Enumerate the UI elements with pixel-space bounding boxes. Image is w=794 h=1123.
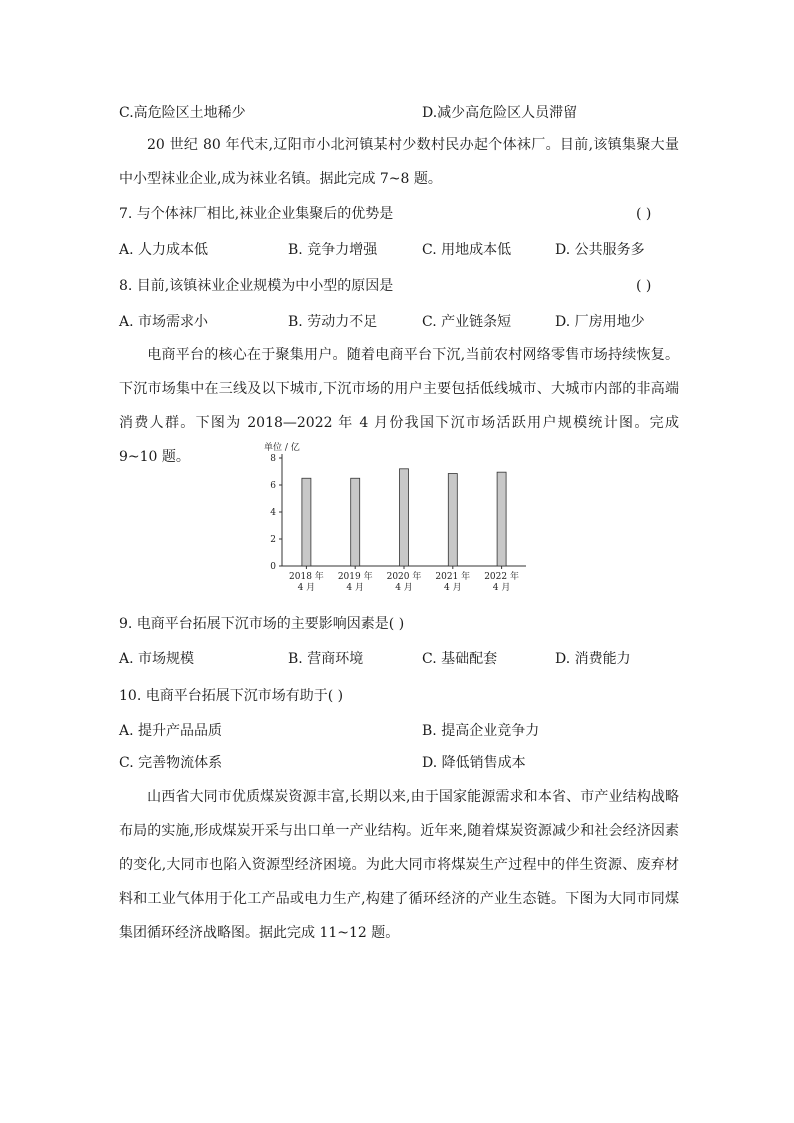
q9-option-b: B. 营商环境: [288, 651, 364, 667]
active-users-bar-chart: [256, 438, 536, 598]
chart-bar: [302, 478, 311, 566]
chart-bar: [351, 478, 360, 566]
q7-option-b: B. 竞争力增强: [288, 242, 378, 258]
q10-option-a: A. 提升产品品质: [119, 723, 223, 739]
passage-sock-industry-text: 20 世纪 80 年代末,辽阳市小北河镇某村少数村民办起个体袜厂。目前,该镇集聚大量中小型袜业企业,成为袜业名镇。据此完成 7~8 题。: [119, 137, 679, 187]
passage-datong-coal-text: 山西省大同市优质煤炭资源丰富,长期以来,由于国家能源需求和本省、市产业结构战略布局的实施,形成煤炭开采与出口单一产业结构。近年来,随着煤炭资源减少和社会经济因素的变化,大同市也陷入资源型经济困境。为此大同市将煤炭生产过程中的伴生资源、废弃材料和工业气体用于化工产品或电力生产,构建了循环经济的产业生态链。下图为大同市同煤集团循环经济战略图。据此完成 11~12 题。: [119, 789, 679, 941]
q8-option-b: B. 劳动力不足: [288, 314, 378, 330]
chart-x-tick-label: 4 月: [395, 583, 413, 593]
q8-option-d: D. 厂房用地少: [555, 314, 645, 330]
chart-x-tick-label: 2018 年: [289, 572, 324, 582]
question-9: 9. 电商平台拓展下沉市场的主要影响因素是( ): [119, 616, 405, 632]
question-8: 8. 目前,该镇袜业企业规模为中小型的原因是: [119, 278, 394, 294]
chart-x-tick-label: 2019 年: [337, 572, 373, 582]
chart-x-tick-label: 4 月: [297, 583, 316, 593]
q9-option-d: D. 消费能力: [555, 651, 631, 667]
chart-x-tick-label: 2021 年: [435, 572, 471, 582]
passage-sock-industry: [119, 128, 679, 196]
q8-option-a: A. 市场需求小: [119, 314, 209, 330]
chart-plot-area: [270, 454, 526, 593]
question-8-answer-blank: ( ): [636, 278, 652, 294]
question-7-answer-blank: ( ): [636, 206, 652, 222]
chart-y-tick-label: 4: [270, 508, 276, 518]
chart-bar: [400, 469, 409, 566]
chart-y-tick-label: 2: [270, 535, 276, 545]
q6-option-d: D.减少高危险区人员滞留: [422, 105, 578, 121]
q6-option-c: C.高危险区土地稀少: [119, 105, 246, 121]
question-10: 10. 电商平台拓展下沉市场有助于( ): [119, 688, 344, 704]
chart-x-tick-label: 2020 年: [386, 572, 422, 582]
q10-option-d: D. 降低销售成本: [422, 755, 526, 771]
passage-ecommerce-text: 电商平台的核心在于聚集用户。随着电商平台下沉,当前农村网络零售市场持续恢复。下沉市场集中在三线及以下城市,下沉市场的用户主要包括低线城市、大城市内部的非高端消费人群。下图为 2018—2022 年 4 月份我国下沉市场活跃用户规模统计图。完成 9~10 题。: [119, 347, 679, 465]
q7-option-a: A. 人力成本低: [119, 242, 209, 258]
q9-option-c: C. 基础配套: [422, 651, 498, 667]
q10-option-c: C. 完善物流体系: [119, 755, 223, 771]
q9-option-a: A. 市场规模: [119, 651, 195, 667]
question-7: 7. 与个体袜厂相比,袜业企业集聚后的优势是: [119, 206, 394, 222]
chart-x-tick-label: 2022 年: [484, 572, 519, 582]
q7-option-d: D. 公共服务多: [555, 242, 645, 258]
q8-option-c: C. 产业链条短: [422, 314, 512, 330]
chart-x-tick-label: 4 月: [492, 583, 511, 593]
chart-y-tick-label: 6: [270, 481, 276, 491]
chart-bar: [497, 472, 506, 566]
chart-x-tick-label: 4 月: [346, 583, 364, 593]
chart-y-axis-label: 单位 / 亿: [264, 443, 300, 453]
q10-option-b: B. 提高企业竞争力: [422, 723, 540, 739]
chart-x-tick-label: 4 月: [444, 583, 462, 593]
chart-bar: [448, 474, 457, 566]
q7-option-c: C. 用地成本低: [422, 242, 512, 258]
chart-y-tick-label: 0: [270, 562, 276, 572]
passage-datong-coal: [119, 780, 679, 950]
chart-y-tick-label: 8: [270, 454, 276, 464]
